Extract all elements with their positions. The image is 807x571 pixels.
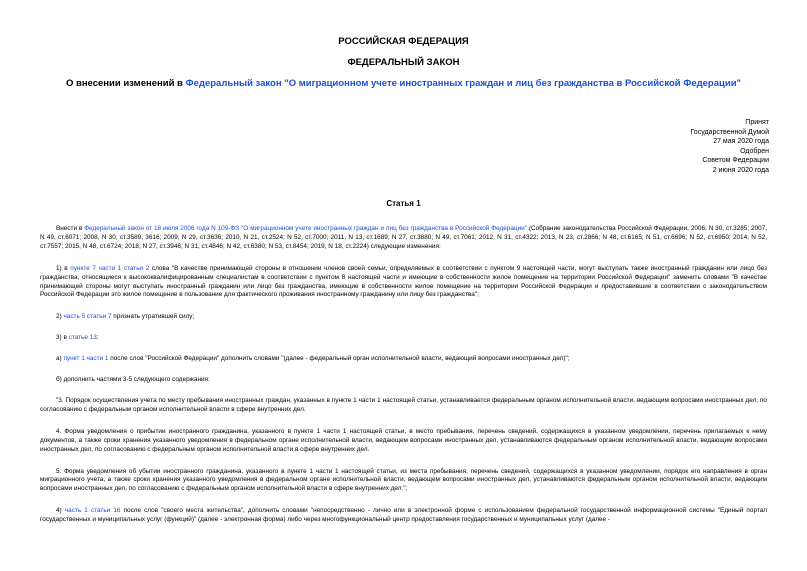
item-4-link[interactable]: часть 1 статьи 16	[64, 507, 121, 515]
adoption-line: Государственной Думой	[690, 128, 769, 136]
item-3a-paragraph	[40, 355, 767, 364]
text-fragment: 2)	[56, 313, 64, 321]
text-fragment: 1) в	[56, 264, 71, 272]
intro-paragraph	[40, 225, 767, 252]
text-fragment: слова "В качестве принимающей стороны в отношении членов своей семьи, определяемых в соответствии с пунктом 9 настоящей части, могут выступать также иностранный гражданин или лицо без гражданства, относящиеся к высококвалифицированным специалистам в соответствии с пунктом 8 настоящей части и имеющие в собственности жилое помещение на территории Российской Федерации" заменить словами "В качестве принимающей стороны могут выступать иностранный гражданин или лицо без гражданства, имеющие в собственности жилое помещение на территории Российской Федерации и предоставившие в соответствии с законодательством Российской Федерации это жилое помещение в пользование для фактического проживания иностранному гражданину или лицу без гражданства";	[40, 264, 767, 299]
title-prefix: О внесении изменений в	[65, 78, 186, 89]
adoption-line: 27 мая 2020 года	[713, 138, 769, 146]
article-title: Статья 1	[386, 199, 421, 208]
text-fragment: :	[96, 334, 99, 342]
quoted-part-4: 4. Форма уведомления о прибытии иностранного гражданина, указанного в пункте 1 части 1 настоящей статьи, в место пребывания, перечень сведений, содержащихся в указанном уведомлении, перечень прилагаемых к нему документов, а также сроки хранения указанного уведомления в федеральном органе исполнительной власти, ведающем вопросами иностранных дел, устанавливаются федеральным органом исполнительной власти, ведающим вопросами иностранных дел, по согласованию с федеральным органом исполнительной власти в сфере внутренних дел.	[40, 427, 767, 453]
text-fragment: а)	[56, 355, 64, 363]
text-fragment: Внести в	[56, 225, 85, 232]
country-heading: РОССИЙСКАЯ ФЕДЕРАЦИЯ	[338, 36, 469, 47]
text-fragment: (Собрание законодательства Российской Федерации, 2006, N 30, ст.3285; 2007, N 49, ст.6071; 2008, N 30, ст.3589, 3616; 2009, N 29, ст.3636; 2010, N 21, ст.2524; N 52, ст.7000; 2011, N 13, ст.1689; N 27, ст.3880; N 49, ст.7061; 2012, N 31, ст.4322; 2013, N 23, ст.2866; N 48, ст.6165; N 51, ст.6696; N 52, ст.6950; 2014, N 52, ст.7557; 2015, N 48, ст.6724; 2018, N 27, ст.3946; N 31, ст.4846; N 42, ст.6380; N 53, ст.8454; 2019, N 18, ст.2224) следующие изменения:	[40, 225, 767, 250]
item-3a-link[interactable]: пункт 1 части 1	[63, 355, 109, 363]
title-law-link[interactable]: Федеральный закон "О миграционном учете иностранных граждан и лиц без гражданства в Российской Федерации"	[185, 78, 742, 89]
text-fragment: признать утратившей силу;	[111, 313, 195, 321]
document-title	[0, 78, 807, 89]
approval-line: Советом Федерации	[702, 157, 769, 165]
text-fragment: после слов "Российской Федерации" дополнить словами "(далее - федеральный орган исполнительной власти, ведающий вопросами иностранных дел)";	[108, 355, 570, 363]
item-1-link[interactable]: пункте 7 части 1 статьи 2	[70, 264, 150, 272]
item-1-paragraph	[40, 265, 767, 301]
quoted-part-3: "3. Порядок осуществления учета по месту пребывания иностранных граждан, указанных в пункте 1 части 1 настоящей статьи, устанавливается федеральным органом исполнительной власти, ведающим вопросами иностранных дел, по согласованию с федеральным органом исполнительной власти в сфере внутренних дел.	[40, 396, 767, 413]
text-fragment: 3) в	[56, 334, 69, 342]
approval-line: 2 июня 2020 года	[712, 166, 769, 174]
item-3-paragraph	[40, 334, 767, 343]
approval-line: Одобрен	[740, 147, 769, 155]
text-fragment: после слов "своего места жительства", дополнить словами "непосредственно - лично или в электронной форме с использованием федеральной государственной информационной системы "Единый портал государственных и муниципальных услуг (функций)" (далее - электронная форма) либо через многофункциональный центр предоставления государственных и муниципальных услуг (далее -	[40, 507, 767, 524]
text-fragment: 4)	[56, 507, 65, 515]
item-2-link[interactable]: часть 5 статьи 7	[63, 313, 112, 321]
quoted-part-5: 5. Форма уведомления об убытии иностранного гражданина, указанного в пункте 1 части 1 настоящей статьи, из места пребывания, перечень сведений, содержащихся в указанном уведомлении, порядок его направления в орган миграционного учета, а также сроки хранения указанного уведомления в федеральном органе исполнительной власти, ведающем вопросами иностранных дел, устанавливаются федеральным органом исполнительной власти, ведающим вопросами иностранных дел, по согласованию с федеральным органом исполнительной власти в сфере внутренних дел.";	[40, 467, 767, 493]
item-3-link[interactable]: статье 13	[68, 334, 97, 342]
adoption-line: Принят	[745, 119, 769, 126]
document-kind-heading: ФЕДЕРАЛЬНЫЙ ЗАКОН	[347, 57, 460, 68]
law-link[interactable]: Федеральный закон от 18 июля 2006 года N 109-ФЗ "О миграционном учете иностранных граждан и лиц без гражданства в Российской Федерации"	[84, 225, 527, 232]
item-4-paragraph	[40, 507, 767, 525]
adoption-block	[690, 118, 769, 176]
item-2-paragraph	[40, 313, 767, 322]
item-3b-paragraph: б) дополнить частями 3-5 следующего содержания:	[56, 376, 210, 384]
article-body	[40, 225, 767, 538]
